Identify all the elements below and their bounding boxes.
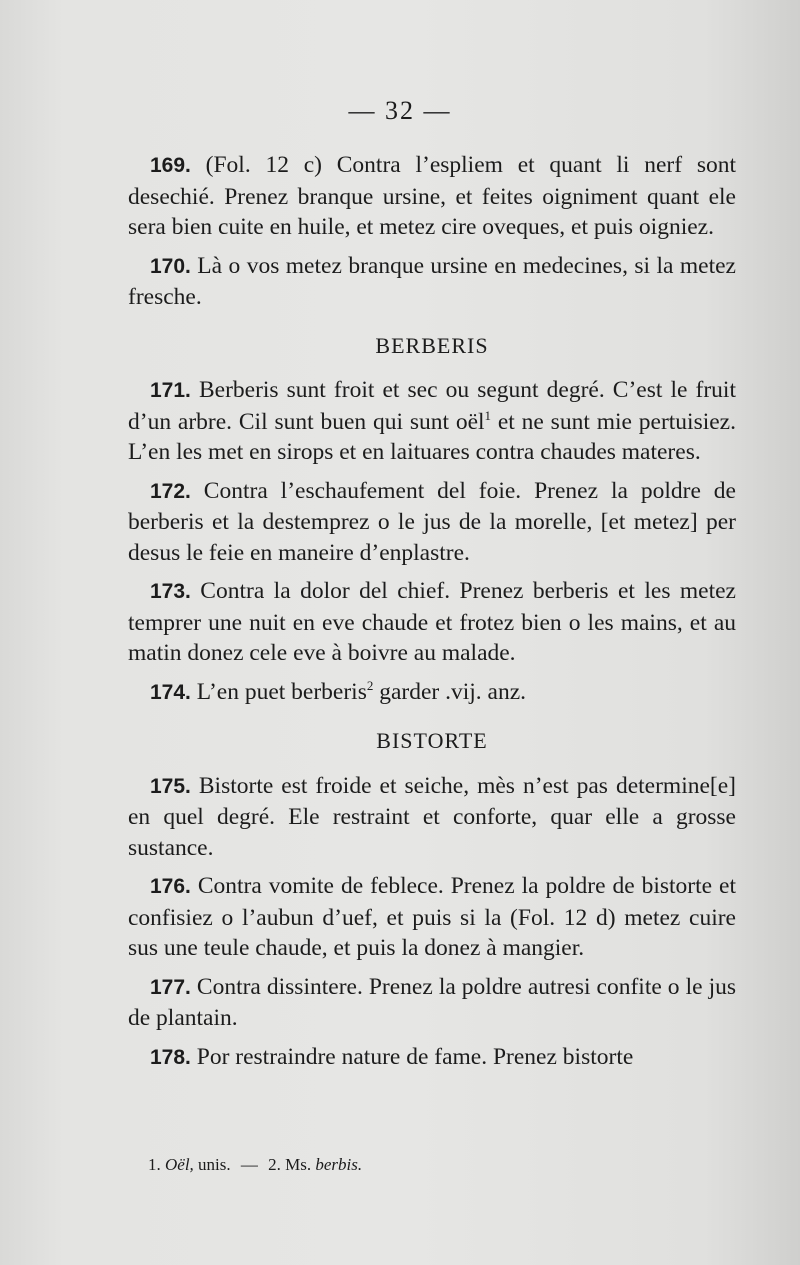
footnote-text: unis. [193, 1155, 231, 1174]
footnote-ref: 2 [366, 677, 374, 693]
entry-text: garder .vij. anz. [373, 678, 527, 705]
paragraph-170 [128, 251, 736, 313]
paragraph-178 [128, 1042, 736, 1074]
entry-number: 170. [150, 254, 191, 278]
section-heading-berberis: BERBERIS [375, 332, 489, 358]
entry-number: 175. [150, 774, 191, 798]
entry-text: L’en puet berberis [190, 678, 367, 705]
paragraph-174 [128, 677, 736, 709]
entry-text: Contra l’eschaufement del foie. Prenez la poldre de berberis et la destemprez o le jus de la morelle, [et metez] per desus le feie en maneire d’enplastre. [128, 477, 736, 566]
paragraph-176 [128, 871, 736, 964]
entry-number: 173. [150, 580, 191, 603]
paragraph-177 [128, 972, 736, 1034]
footnote-ref: 1 [484, 407, 492, 423]
entry-number: 178. [150, 1045, 191, 1069]
entry-text: et ne sunt mie pertuisiez. L’en les met en sirops et en laituares contra chaudes materes. [128, 408, 736, 465]
entry-text: Bistorte est froide et seiche, mès n’est pas determine[e] en quel degré. Ele restraint et conforte, quar elle a grosse sustance. [128, 772, 736, 861]
entry-text: Contra vomite de feblece. Prenez la poldre de bistorte et confisiez o l’aubun d’uef, et puis si la (Fol. 12 d) metez cuire sus une teule chaude, et puis la donez à mangier. [128, 873, 736, 961]
entry-text: Contra dissintere. Prenez la poldre autresi confite o le jus de plantain. [128, 973, 736, 1031]
body-text [128, 150, 736, 1081]
entry-number: 171. [150, 379, 191, 402]
footnote-number: 1. [148, 1155, 161, 1174]
paragraph-172 [128, 476, 736, 569]
entry-text: Por restraindre nature de fame. Prenez bistorte [190, 1043, 634, 1070]
entry-number: 169. [150, 154, 191, 177]
footnote-word: berbis. [315, 1155, 363, 1174]
section-heading-bistorte: BISTORTE [376, 728, 488, 753]
footnote-text: Ms. [280, 1155, 316, 1174]
entry-number: 177. [150, 975, 191, 999]
footnote-word: Oël, [165, 1155, 194, 1174]
page-number: — 32 — [348, 96, 452, 125]
entry-number: 176. [150, 875, 191, 898]
footnotes [148, 1155, 362, 1175]
entry-text: (Fol. 12 c) Contra l’espliem et quant li nerf sont desechié. Prenez branque ursine, et feites oigniment quant ele sera bien cuite en huile, et metez cire oveques, et puis oigniez. [128, 152, 736, 240]
footnote-separator: — [240, 1155, 258, 1174]
entry-number: 174. [150, 680, 191, 704]
paragraph-169 [128, 150, 736, 243]
paragraph-175 [128, 771, 736, 864]
paragraph-173 [128, 576, 736, 669]
paragraph-171 [128, 375, 736, 468]
entry-text: Contra la dolor del chief. Prenez berberis et les metez temprer une nuit en eve chaude et frotez bien o les mains, et au matin donez cele eve à boivre au malade. [128, 578, 736, 666]
entry-number: 172. [150, 479, 191, 503]
entry-text: Là o vos metez branque ursine en medecines, si la metez fresche. [128, 252, 736, 310]
footnote-number: 2. [268, 1155, 281, 1174]
entry-text: Berberis sunt froit et sec ou segunt degré. C’est le fruit d’un arbre. Cil sunt buen qui sunt oël [128, 377, 736, 435]
